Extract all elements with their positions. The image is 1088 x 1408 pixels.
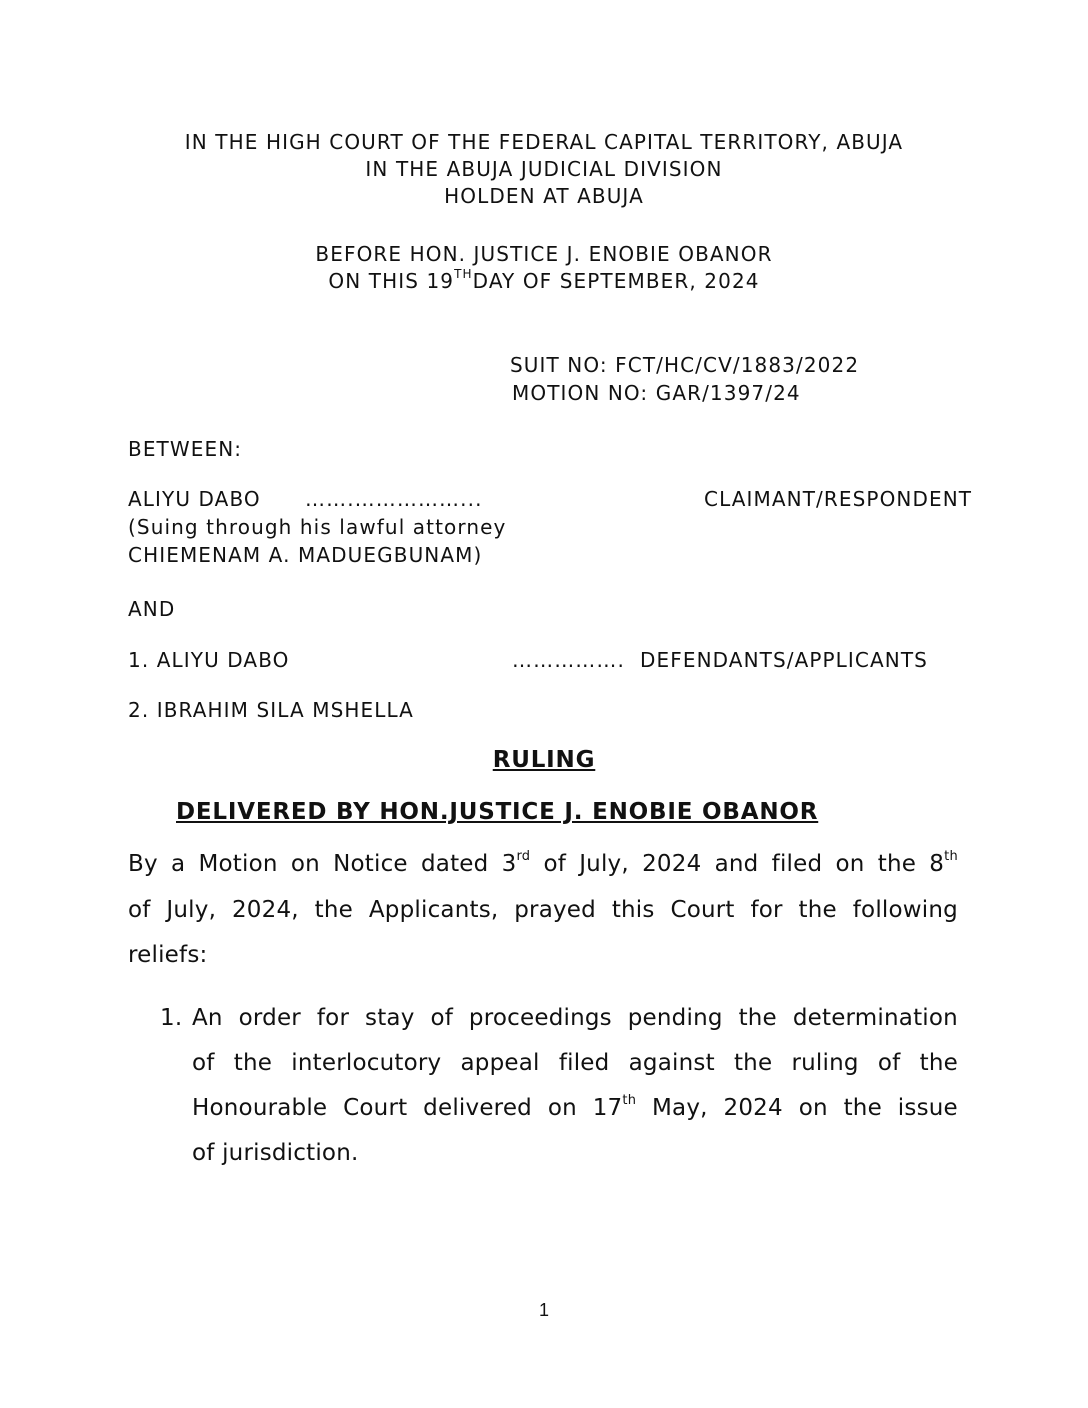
word: order — [238, 1005, 301, 1031]
ordinal-date: 8th — [929, 849, 958, 877]
word: the — [738, 1005, 777, 1031]
word: Court — [343, 1095, 408, 1121]
word: on — [290, 851, 320, 877]
word: Court — [670, 897, 735, 923]
word: the — [843, 1095, 882, 1121]
court-title-line3: HOLDEN AT ABUJA — [444, 184, 644, 208]
claimant-note-line2: CHIEMENAM A. MADUEGBUNAM) — [128, 543, 483, 567]
word: July, — [579, 851, 629, 877]
defendant-leader-dots: ……………. — [512, 648, 625, 672]
court-title-line1: IN THE HIGH COURT OF THE FEDERAL CAPITAL TERRITORY, ABUJA — [184, 130, 904, 154]
word: Honourable — [192, 1095, 328, 1121]
word: Motion — [198, 851, 278, 877]
defendant-role: DEFENDANTS/APPLICANTS — [640, 648, 928, 672]
word: 2024 — [642, 851, 702, 877]
word: the — [798, 897, 837, 923]
word: May, — [651, 1095, 708, 1121]
date-superscript: TH — [454, 267, 473, 281]
word: Applicants, — [368, 897, 499, 923]
date-suffix: DAY OF SEPTEMBER, 2024 — [472, 269, 760, 293]
word: the — [233, 1050, 273, 1076]
page-number: 1 — [538, 1300, 549, 1320]
word: appeal — [460, 1050, 540, 1076]
word: and — [714, 851, 759, 877]
word: the — [877, 851, 917, 877]
word: filed — [558, 1050, 610, 1076]
ruling-title: RULING — [492, 747, 596, 773]
word: the — [919, 1050, 958, 1076]
claimant-note-line1: (Suing through his lawful attorney — [128, 515, 507, 539]
and-label: AND — [128, 597, 176, 621]
word: By — [128, 851, 158, 877]
word: 2024 — [723, 1095, 783, 1121]
ordinal-date: 3rd — [501, 849, 531, 877]
word: against — [628, 1050, 715, 1076]
word: for — [316, 1005, 350, 1031]
word: filed — [771, 851, 823, 877]
word: determination — [792, 1005, 958, 1031]
word: Notice — [333, 851, 408, 877]
word: this — [611, 897, 655, 923]
word: of — [430, 1005, 454, 1031]
motion-number: MOTION NO: GAR/1397/24 — [512, 381, 801, 405]
word: An — [192, 1005, 223, 1031]
word: a — [170, 851, 186, 877]
word: prayed — [514, 897, 596, 923]
word: dated — [420, 851, 489, 877]
word: on — [547, 1095, 577, 1121]
claimant-role: CLAIMANT/RESPONDENT — [704, 487, 973, 511]
relief-line-1 — [192, 1005, 958, 1031]
word: delivered — [423, 1095, 532, 1121]
word: on — [835, 851, 865, 877]
date-line — [0, 269, 1088, 293]
intro-line-1 — [128, 851, 958, 877]
relief-line-3 — [192, 1095, 958, 1121]
relief-line-4: of jurisdiction. — [192, 1140, 359, 1166]
court-title-line2: IN THE ABUJA JUDICIAL DIVISION — [365, 157, 723, 181]
word: 2024, — [231, 897, 299, 923]
word: stay — [365, 1005, 415, 1031]
word: following — [852, 897, 958, 923]
claimant-name: ALIYU DABO — [128, 487, 261, 511]
relief-number: 1. — [160, 1005, 183, 1031]
date-prefix: ON THIS 19 — [328, 269, 455, 293]
word: for — [750, 897, 783, 923]
ordinal-date: 17th — [592, 1093, 637, 1121]
word: interlocutory — [291, 1050, 442, 1076]
word: ruling — [791, 1050, 859, 1076]
claimant-leader-dots: …….……………... — [305, 487, 483, 511]
defendant-1: 1. ALIYU DABO — [128, 648, 290, 672]
word: July, — [166, 897, 217, 923]
between-label: BETWEEN: — [128, 437, 243, 461]
word: the — [733, 1050, 773, 1076]
word: pending — [627, 1005, 723, 1031]
word: the — [314, 897, 354, 923]
word: on — [798, 1095, 828, 1121]
relief-line-2 — [192, 1050, 958, 1076]
word: of — [192, 1050, 215, 1076]
word: of — [543, 851, 567, 877]
word: proceedings — [468, 1005, 612, 1031]
word: of — [128, 897, 151, 923]
intro-line-3: reliefs: — [128, 942, 208, 968]
before-judge-line: BEFORE HON. JUSTICE J. ENOBIE OBANOR — [315, 242, 773, 266]
intro-line-2 — [128, 897, 958, 923]
delivered-by-heading: DELIVERED BY HON.JUSTICE J. ENOBIE OBANOR — [176, 799, 819, 825]
word: of — [877, 1050, 901, 1076]
defendant-2: 2. IBRAHIM SILA MSHELLA — [128, 698, 414, 722]
suit-number: SUIT NO: FCT/HC/CV/1883/2022 — [510, 353, 860, 377]
word: issue — [897, 1095, 958, 1121]
